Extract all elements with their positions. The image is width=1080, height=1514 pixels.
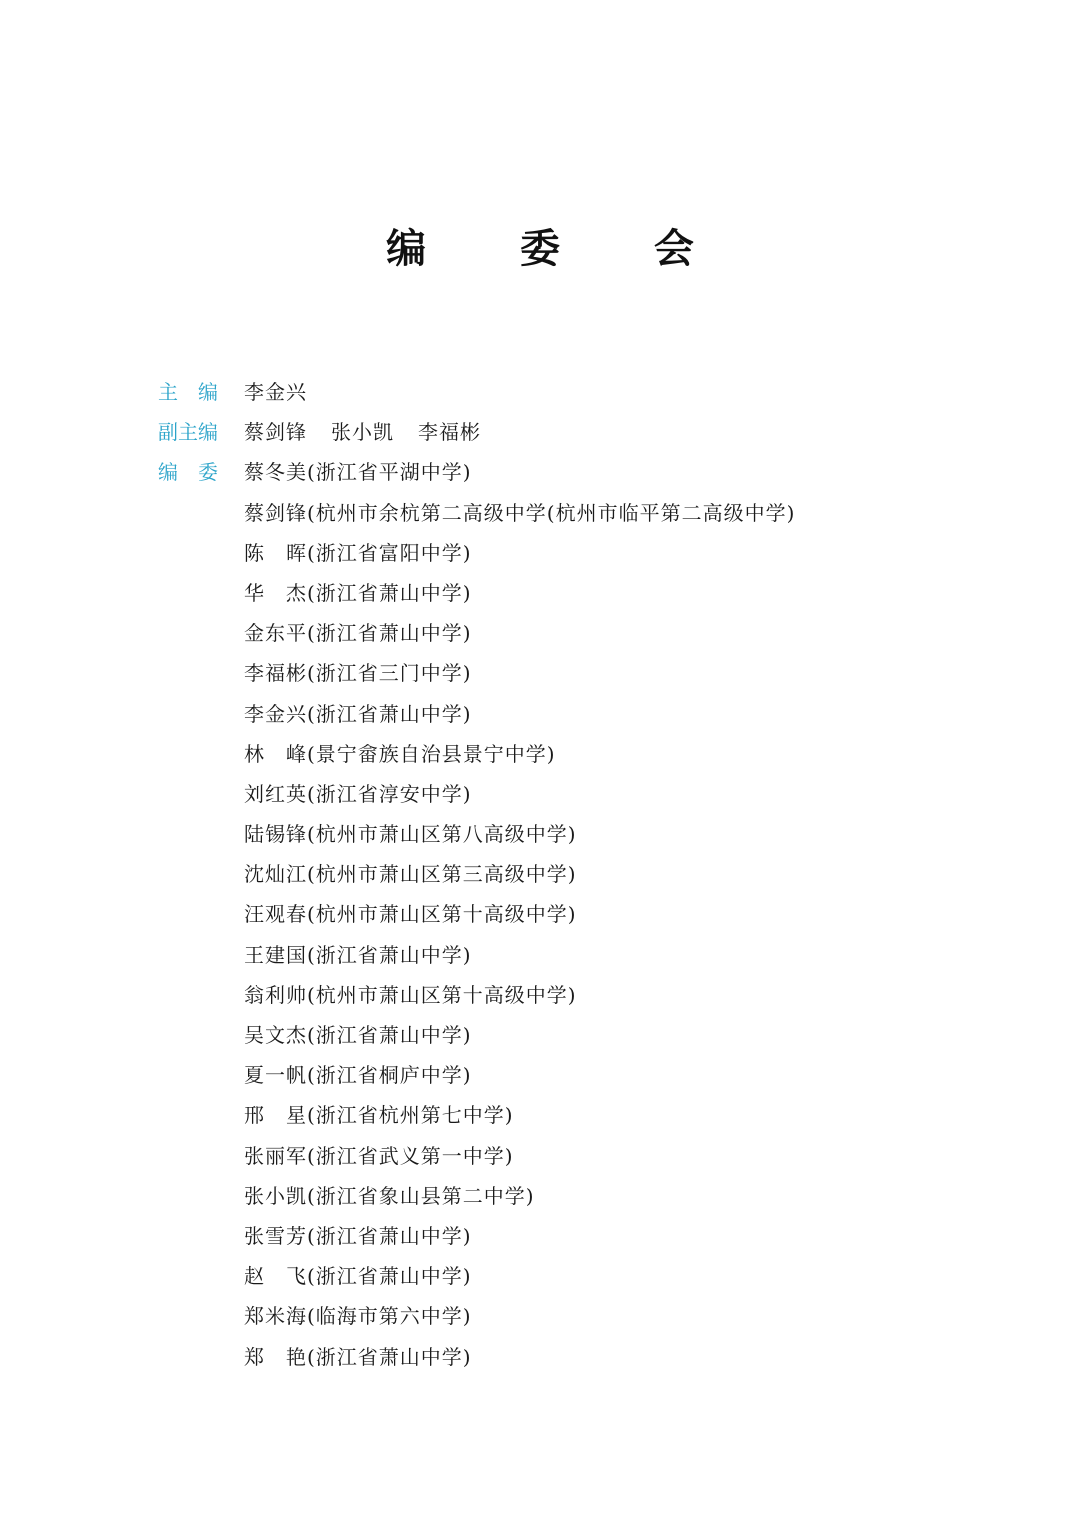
member-affiliation: (杭州市萧山区第十高级中学) xyxy=(307,902,577,927)
member-name: 刘红英 xyxy=(244,781,307,806)
member-name: 李金兴 xyxy=(244,701,307,726)
committee-member xyxy=(244,854,577,894)
member-affiliation: (浙江省萧山中学) xyxy=(307,1023,472,1047)
committee-row xyxy=(158,694,1018,734)
committee-row xyxy=(158,975,1018,1015)
committee-member xyxy=(244,1296,472,1336)
committee-row xyxy=(158,1176,1018,1216)
committee-row xyxy=(158,1296,1018,1336)
member-affiliation: (浙江省萧山中学) xyxy=(307,580,472,605)
committee-row xyxy=(158,814,1018,854)
member-affiliation: (临海市第六中学) xyxy=(307,1304,472,1329)
member-affiliation: (浙江省萧山中学) xyxy=(307,1264,472,1289)
editorial-board-list xyxy=(158,372,1018,1377)
member-name: 翁利帅 xyxy=(244,982,307,1007)
committee-row xyxy=(158,1015,1018,1055)
committee-row xyxy=(158,493,1018,533)
member-affiliation: (浙江省萧山中学) xyxy=(307,701,472,726)
committee-row xyxy=(158,533,1018,573)
chief-editor-label: 主 编 xyxy=(158,380,218,404)
member-affiliation: (杭州市萧山区第八高级中学) xyxy=(307,822,577,847)
committee-member xyxy=(244,573,472,613)
deputy-editor-name: 李福彬 xyxy=(418,420,481,445)
member-name: 吴文杰 xyxy=(244,1023,307,1047)
committee-member xyxy=(244,653,472,693)
member-affiliation: (浙江省淳安中学) xyxy=(307,781,472,806)
committee-member xyxy=(244,1055,472,1095)
committee-row xyxy=(158,734,1018,774)
member-affiliation: (浙江省桐庐中学) xyxy=(307,1063,472,1088)
chief-editor-name: 李金兴 xyxy=(244,380,307,404)
committee-member xyxy=(244,452,472,492)
committee-member xyxy=(244,613,472,653)
committee-member xyxy=(244,894,577,934)
committee-member xyxy=(244,734,556,774)
member-name: 郑米海 xyxy=(244,1304,307,1329)
member-name: 张雪芳 xyxy=(244,1223,307,1248)
member-affiliation: (浙江省萧山中学) xyxy=(307,621,472,646)
chief-editor-row xyxy=(158,372,1018,412)
member-name: 王建国 xyxy=(244,942,307,967)
member-affiliation: (浙江省萧山中学) xyxy=(307,1344,472,1369)
committee-member xyxy=(244,533,472,573)
member-name: 蔡冬美 xyxy=(244,460,307,485)
member-name: 赵 飞 xyxy=(244,1264,307,1289)
committee-member xyxy=(244,774,472,814)
member-name: 蔡剑锋 xyxy=(244,500,307,525)
committee-row xyxy=(158,1256,1018,1296)
member-name: 金东平 xyxy=(244,621,307,646)
committee-row xyxy=(158,774,1018,814)
committee-row xyxy=(158,1055,1018,1095)
member-name: 邢 星 xyxy=(244,1103,307,1128)
member-affiliation: (浙江省象山县第二中学) xyxy=(307,1183,535,1208)
chief-editor-names xyxy=(244,372,307,412)
committee-row xyxy=(158,854,1018,894)
member-affiliation: (景宁畲族自治县景宁中学) xyxy=(307,741,556,766)
deputy-editor-names xyxy=(244,412,481,452)
committee-row xyxy=(158,653,1018,693)
member-affiliation: (浙江省武义第一中学) xyxy=(307,1143,514,1168)
member-affiliation: (浙江省杭州第七中学) xyxy=(307,1103,514,1128)
member-name: 华 杰 xyxy=(244,580,307,605)
member-name: 汪观春 xyxy=(244,902,307,927)
committee-member xyxy=(244,694,472,734)
committee-member xyxy=(244,1015,472,1055)
member-name: 林 峰 xyxy=(244,741,307,766)
member-name: 张丽军 xyxy=(244,1143,307,1168)
member-name: 沈灿江 xyxy=(244,862,307,887)
member-name: 张小凯 xyxy=(244,1183,307,1208)
committee-label: 编 委 xyxy=(158,460,218,485)
committee-row xyxy=(158,1136,1018,1176)
deputy-editor-name: 张小凯 xyxy=(331,420,394,445)
committee-row xyxy=(158,452,1018,492)
deputy-editor-name: 蔡剑锋 xyxy=(244,420,307,445)
member-affiliation: (杭州市萧山区第三高级中学) xyxy=(307,862,577,887)
committee-member xyxy=(244,1216,472,1256)
committee-member xyxy=(244,814,577,854)
committee-member xyxy=(244,493,795,533)
member-affiliation: (浙江省萧山中学) xyxy=(307,1223,472,1248)
committee-row xyxy=(158,935,1018,975)
page-title: 编 委 会 xyxy=(386,225,734,272)
deputy-editor-label: 副主编 xyxy=(158,420,218,445)
member-name: 郑 艳 xyxy=(244,1344,307,1369)
committee-member xyxy=(244,1176,535,1216)
committee-member xyxy=(244,1337,472,1377)
member-affiliation: (浙江省平湖中学) xyxy=(307,460,472,485)
member-affiliation: (杭州市余杭第二高级中学(杭州市临平第二高级中学) xyxy=(307,500,796,525)
committee-row xyxy=(158,613,1018,653)
member-name: 陆锡锋 xyxy=(244,822,307,847)
member-affiliation: (浙江省萧山中学) xyxy=(307,942,472,967)
committee-row xyxy=(158,1337,1018,1377)
committee-member xyxy=(244,975,577,1015)
deputy-editor-row xyxy=(158,412,1018,452)
member-affiliation: (浙江省三门中学) xyxy=(307,661,472,686)
committee-row xyxy=(158,1095,1018,1135)
member-affiliation: (浙江省富阳中学) xyxy=(307,540,472,565)
committee-member xyxy=(244,935,472,975)
member-name: 陈 晖 xyxy=(244,540,307,565)
committee-row xyxy=(158,573,1018,613)
committee-row xyxy=(158,894,1018,934)
committee-member xyxy=(244,1095,514,1135)
member-affiliation: (杭州市萧山区第十高级中学) xyxy=(307,982,577,1007)
committee-row xyxy=(158,1216,1018,1256)
member-name: 夏一帆 xyxy=(244,1063,307,1088)
member-name: 李福彬 xyxy=(244,661,307,686)
committee-member xyxy=(244,1136,514,1176)
committee-member xyxy=(244,1256,472,1296)
